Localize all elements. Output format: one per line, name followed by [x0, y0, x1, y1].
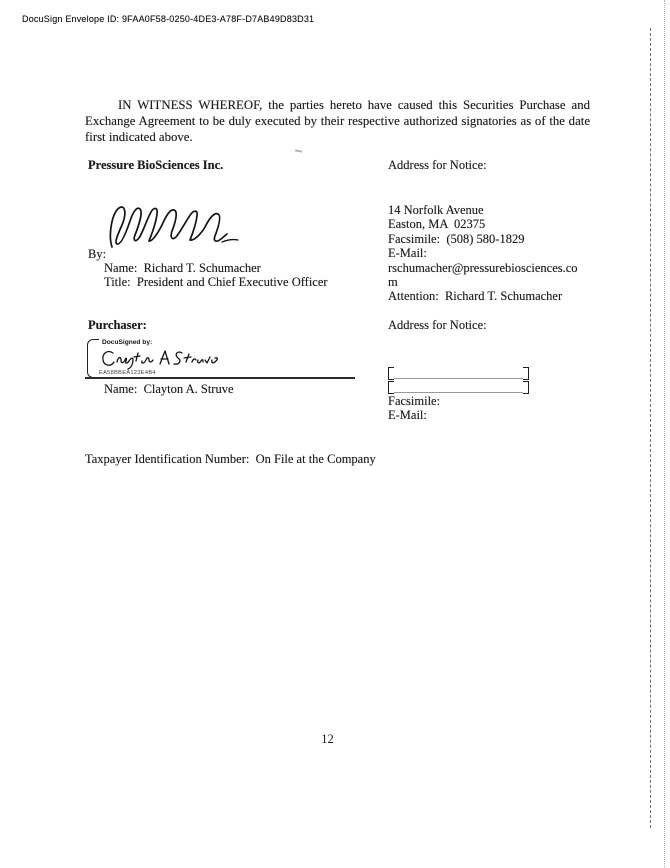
- address-line: rschumacher@pressurebiosciences.co: [388, 260, 578, 275]
- purchaser-signature-clayton-struve: [100, 347, 220, 372]
- company-title-line: Title: President and Chief Executive Officer: [104, 275, 328, 289]
- address-line: m: [388, 275, 398, 290]
- company-name-heading: Pressure BioSciences Inc.: [88, 158, 224, 172]
- purchaser-name-line: Name: Clayton A. Struve: [104, 382, 234, 396]
- address-line: E-Mail:: [388, 246, 427, 261]
- right-bracket: [523, 381, 529, 394]
- scan-artifact-mark: [295, 149, 302, 152]
- purchaser-email-label: E-Mail:: [388, 408, 427, 422]
- company-address-block: [388, 203, 578, 304]
- address-line: 14 Norfolk Avenue: [388, 203, 484, 217]
- purchaser-facsimile-label: Facsimile:: [388, 394, 441, 408]
- page-number: 12: [321, 732, 334, 746]
- scan-artifact-line-dark: [650, 28, 651, 828]
- docusigned-by-label: DocuSigned by:: [102, 339, 153, 346]
- signature-line: [85, 377, 355, 379]
- taxpayer-id-line: Taxpayer Identification Number: On File at the Company: [85, 452, 376, 466]
- address-line: Easton, MA 02375: [388, 217, 486, 232]
- docusign-stamp-bracket: [87, 339, 99, 378]
- by-label: By:: [88, 247, 107, 261]
- docusign-stamp-id: EA58BBEA123E4B4: [99, 369, 156, 376]
- company-signature-richard-schumacher: [104, 201, 242, 251]
- docusign-envelope-id: DocuSign Envelope ID: 9FAA0F58-0250-4DE3-A78F-D7AB49D83D31: [22, 14, 315, 24]
- blank-line: [394, 367, 523, 379]
- company-name-line: Name: Richard T. Schumacher: [104, 261, 261, 275]
- blank-line: [394, 381, 523, 393]
- purchaser-notice-heading: Address for Notice:: [388, 318, 487, 332]
- right-bracket: [523, 367, 529, 380]
- witness-paragraph: IN WITNESS WHEREOF, the parties hereto have caused this Securities Purchase and Exchange Agreement to be duly executed by their respective authorized signatories as of the date first indicated above.: [85, 98, 590, 145]
- address-blank-box-2: [388, 381, 529, 394]
- address-line: Attention: Richard T. Schumacher: [388, 289, 563, 304]
- purchaser-heading: Purchaser:: [88, 318, 147, 332]
- scan-artifact-line-light: [664, 0, 665, 868]
- company-notice-heading: Address for Notice:: [388, 158, 487, 172]
- address-line: Facsimile: (508) 580-1829: [388, 231, 525, 246]
- address-blank-box-1: [388, 367, 529, 380]
